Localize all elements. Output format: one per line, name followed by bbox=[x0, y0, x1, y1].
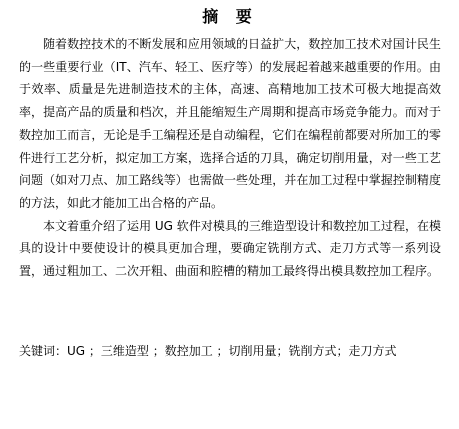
abstract-paragraph-1: 随着数控技术的不断发展和应用领域的日益扩大，数控加工技术对国计民生的一些重要行业（IT、汽车、轻工、医疗等）的发展起着越来越重要的作用。由于效率、质量是先进制造技术的主体，高速、高精地加工技术可极大地提高效率，提高产品的质量和档次，并且能缩短生产周期和提高市场竞争能力。而对于数控加工而言，无论是手工编程还是自动编程，它们在编程前都要对所加工的零件进行工艺分析，拟定加工方案，选择合适的刀具，确定切削用量，对一些工艺问题（如对刀点、加工路线等）也需做一些处理，并在加工过程中掌握控制精度的方法，如此才能加工出合格的产品。 bbox=[19, 37, 441, 210]
keywords-line: 关键词：UG ；三维造型 ；数控加工 ；切削用量；铣削方式；走刀方式 bbox=[19, 344, 397, 358]
abstract-title: 摘 要 bbox=[202, 7, 258, 26]
abstract-paragraph-2: 本文着重介绍了运用 UG 软件对模具的三维造型设计和数控加工过程，在模具的设计中要使设计的模具更加合理，要确定铣削方式、走刀方式等一系列设置，通过粗加工、二次开粗、曲面和腔槽的精加工最终得出模具数控加工程序。 bbox=[19, 218, 441, 279]
